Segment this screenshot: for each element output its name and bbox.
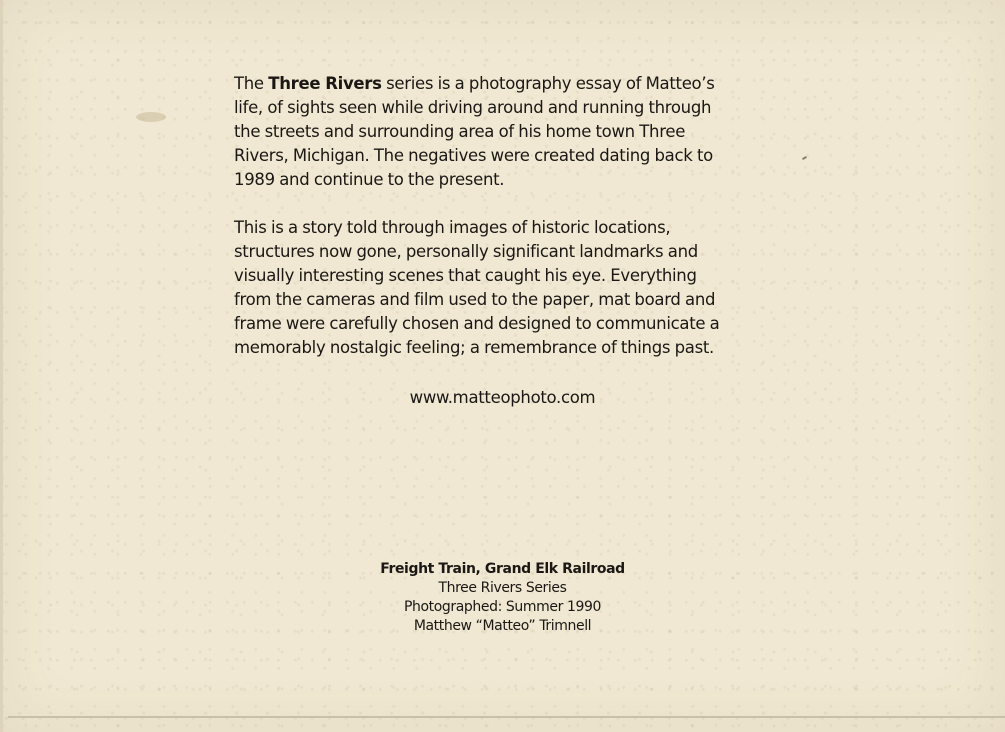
paper-speck (802, 156, 807, 160)
caption-date: Photographed: Summer 1990 (403, 599, 602, 615)
essay-text (234, 72, 794, 360)
photo-caption (300, 560, 705, 636)
essay-intro: The (234, 74, 269, 93)
caption-photographer: Matthew “Matteo” Trimnell (413, 618, 592, 634)
card-bottom-edge (8, 716, 1005, 718)
essay-paragraph-1-rest: series is a photography essay of Matteo’s life, of sights seen while driving around and running through the streets and surrounding area of his home town Three Rivers, Michigan. The negatives were created dating back to 1989 and continue to the present. (234, 74, 715, 189)
card-left-edge (0, 0, 3, 732)
series-name: Three Rivers (268, 74, 382, 93)
paper-smudge (136, 112, 166, 122)
essay-paragraph-1 (234, 72, 794, 192)
caption-title: Freight Train, Grand Elk Railroad (380, 561, 625, 577)
essay-paragraph-2: This is a story told through images of historic locations, structures now gone, personally significant landmarks and visually interesting scenes that caught his eye. Everything from the cameras and film used to the paper, mat board and frame were carefully chosen and designed to communicate a memorably nostalgic feeling; a remembrance of things past. (234, 218, 720, 357)
caption-series: Three Rivers Series (438, 580, 567, 596)
website-link: www.matteophoto.com (409, 388, 596, 407)
